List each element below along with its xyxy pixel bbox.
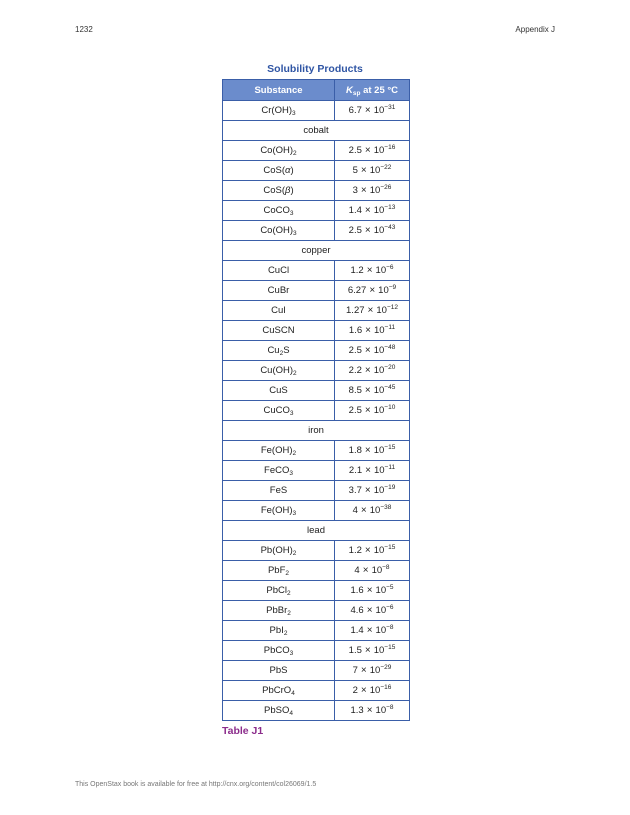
- ksp-base: 10: [378, 285, 389, 296]
- ksp-exponent: −15: [384, 644, 396, 651]
- ksp-mantissa: 5: [352, 165, 358, 176]
- formula-text: CuS: [269, 385, 288, 396]
- ksp-exponent: −6: [386, 264, 394, 271]
- ksp-exponent: −6: [386, 604, 394, 611]
- ksp-cell: [335, 381, 410, 401]
- group-label: iron: [223, 421, 410, 441]
- formula-subscript: 2: [283, 630, 288, 637]
- ksp-base: 10: [373, 405, 385, 416]
- ksp-cell: [335, 361, 410, 381]
- table-row: [223, 221, 410, 241]
- ksp-header-rest: at 25 °C: [360, 84, 399, 96]
- ksp-cell: [335, 261, 410, 281]
- ksp-base: 10: [369, 165, 381, 176]
- formula-text: Co(OH): [260, 225, 294, 236]
- ksp-base: 10: [376, 305, 387, 316]
- table-row: [223, 481, 410, 501]
- times-symbol: ×: [366, 265, 373, 276]
- substance-cell: [223, 321, 335, 341]
- ksp-mantissa: 1.5: [348, 645, 362, 656]
- ksp-mantissa: 4: [354, 565, 360, 576]
- ksp-cell: [335, 501, 410, 521]
- formula-text: CuSCN: [262, 325, 295, 336]
- formula-text: α: [285, 165, 291, 176]
- ksp-exponent: −5: [386, 584, 394, 591]
- times-symbol: ×: [360, 685, 367, 696]
- ksp-base: 10: [373, 145, 385, 156]
- ksp-cell: [335, 581, 410, 601]
- times-symbol: ×: [364, 205, 371, 216]
- substance-cell: [223, 141, 335, 161]
- ksp-mantissa: 1.4: [348, 205, 362, 216]
- ksp-subscript: sp: [352, 89, 361, 97]
- table-title: Solubility Products: [267, 63, 363, 75]
- ksp-mantissa: 2.5: [348, 345, 362, 356]
- ksp-exponent: −8: [382, 564, 390, 571]
- substance-cell: [223, 261, 335, 281]
- ksp-mantissa: 3.7: [348, 485, 362, 496]
- table-row: [223, 601, 410, 621]
- formula-subscript: 2: [279, 350, 284, 357]
- times-symbol: ×: [364, 225, 371, 236]
- ksp-cell: [335, 401, 410, 421]
- formula-subscript: 2: [285, 570, 290, 577]
- times-symbol: ×: [362, 565, 369, 576]
- formula-subscript: 4: [291, 690, 295, 697]
- ksp-mantissa: 1.3: [350, 705, 364, 716]
- formula-text: FeCO: [264, 465, 290, 476]
- times-symbol: ×: [364, 405, 371, 416]
- ksp-mantissa: 7: [352, 665, 358, 676]
- formula-text: PbCrO: [262, 685, 292, 696]
- table-row: [223, 621, 410, 641]
- table-row: [223, 161, 410, 181]
- ksp-mantissa: 2: [352, 685, 358, 696]
- ksp-exponent: −31: [384, 104, 396, 111]
- ksp-mantissa: 1.2: [348, 545, 362, 556]
- ksp-base: 10: [369, 685, 381, 696]
- formula-text: CuI: [271, 305, 286, 316]
- substance-cell: [223, 481, 335, 501]
- ksp-cell: [335, 541, 410, 561]
- table-header-row: [223, 80, 410, 101]
- ksp-base: 10: [373, 385, 385, 396]
- ksp-symbol: K: [345, 84, 353, 96]
- ksp-exponent: −8: [386, 624, 394, 631]
- ksp-base: 10: [373, 445, 385, 456]
- times-symbol: ×: [369, 285, 376, 296]
- formula-subscript: 2: [287, 610, 291, 617]
- formula-text: CoS(: [263, 185, 286, 196]
- times-symbol: ×: [366, 605, 373, 616]
- ksp-column-header: [335, 80, 410, 101]
- ksp-exponent: −22: [380, 164, 392, 171]
- ksp-exponent: −9: [388, 284, 397, 291]
- ksp-mantissa: 1.2: [350, 265, 364, 276]
- ksp-base: 10: [375, 605, 387, 616]
- group-label: lead: [223, 521, 410, 541]
- substance-cell: [223, 101, 335, 121]
- ksp-mantissa: 4: [352, 505, 358, 516]
- ksp-cell: [335, 561, 410, 581]
- ksp-base: 10: [373, 325, 385, 336]
- solubility-table: [222, 79, 410, 721]
- group-row: [223, 521, 410, 541]
- formula-subscript: 3: [289, 470, 293, 477]
- ksp-exponent: −26: [380, 184, 392, 191]
- times-symbol: ×: [364, 105, 371, 116]
- ksp-cell: [335, 661, 410, 681]
- ksp-base: 10: [373, 545, 385, 556]
- ksp-cell: [335, 281, 410, 301]
- ksp-base: 10: [373, 485, 385, 496]
- table-row: [223, 401, 410, 421]
- formula-text: CuCO: [263, 405, 290, 416]
- ksp-mantissa: 1.6: [348, 325, 363, 336]
- ksp-exponent: −15: [384, 544, 396, 551]
- table-row: [223, 541, 410, 561]
- group-row: [223, 421, 410, 441]
- times-symbol: ×: [366, 585, 373, 596]
- group-row: [223, 241, 410, 261]
- times-symbol: ×: [364, 365, 371, 376]
- substance-cell: [223, 641, 335, 661]
- formula-text: Cu: [267, 345, 280, 356]
- ksp-base: 10: [373, 465, 385, 476]
- times-symbol: ×: [364, 645, 371, 656]
- ksp-base: 10: [375, 265, 387, 276]
- substance-cell: [223, 621, 335, 641]
- formula-subscript: 3: [289, 210, 294, 217]
- substance-cell: [223, 281, 335, 301]
- ksp-exponent: −43: [384, 224, 396, 231]
- ksp-mantissa: 2.5: [348, 145, 362, 156]
- table-row: [223, 701, 410, 721]
- formula-text: Fe(OH): [260, 445, 293, 456]
- ksp-cell: [335, 641, 410, 661]
- times-symbol: ×: [366, 625, 373, 636]
- ksp-base: 10: [373, 645, 385, 656]
- group-label: cobalt: [223, 121, 410, 141]
- formula-text: ): [290, 185, 294, 196]
- formula-text: CuCl: [267, 265, 290, 276]
- ksp-exponent: −16: [384, 144, 396, 151]
- ksp-mantissa: 1.6: [350, 585, 364, 596]
- formula-text: Cu(OH): [260, 365, 294, 376]
- ksp-cell: [335, 141, 410, 161]
- table-row: [223, 281, 410, 301]
- ksp-base: 10: [373, 365, 385, 376]
- times-symbol: ×: [360, 165, 367, 176]
- table-row: [223, 641, 410, 661]
- substance-cell: [223, 161, 335, 181]
- table-row: [223, 461, 410, 481]
- substance-cell: [223, 601, 335, 621]
- ksp-base: 10: [373, 105, 385, 116]
- ksp-exponent: −38: [380, 504, 392, 511]
- table-row: [223, 181, 410, 201]
- group-row: [223, 121, 410, 141]
- ksp-exponent: −16: [380, 684, 392, 691]
- formula-text: PbBr: [266, 605, 288, 616]
- formula-text: PbSO: [264, 705, 290, 716]
- ksp-cell: [335, 441, 410, 461]
- substance-cell: [223, 661, 335, 681]
- formula-text: β: [285, 185, 291, 196]
- table-row: [223, 661, 410, 681]
- ksp-cell: [335, 101, 410, 121]
- table-row: [223, 261, 410, 281]
- formula-text: PbF: [267, 565, 286, 576]
- ksp-mantissa: 2.1: [348, 465, 363, 476]
- substance-cell: [223, 561, 335, 581]
- formula-subscript: 2: [293, 370, 297, 377]
- ksp-exponent: −11: [384, 324, 396, 331]
- group-label: copper: [223, 241, 410, 261]
- formula-subscript: 3: [292, 510, 297, 517]
- times-symbol: ×: [364, 485, 371, 496]
- ksp-base: 10: [375, 705, 387, 716]
- ksp-base: 10: [375, 585, 387, 596]
- ksp-mantissa: 4.6: [350, 605, 364, 616]
- ksp-mantissa: 2.2: [348, 365, 362, 376]
- times-symbol: ×: [364, 445, 371, 456]
- times-symbol: ×: [360, 665, 367, 676]
- ksp-exponent: −48: [384, 344, 396, 351]
- substance-cell: [223, 441, 335, 461]
- ksp-base: 10: [373, 345, 385, 356]
- table-row: [223, 301, 410, 321]
- page-number: 1232: [75, 25, 93, 34]
- formula-text: ): [290, 165, 294, 176]
- ksp-mantissa: 2.5: [348, 405, 362, 416]
- formula-text: FeS: [269, 485, 288, 496]
- ksp-mantissa: 6.27: [347, 285, 367, 296]
- formula-subscript: 3: [289, 650, 294, 657]
- ksp-base: 10: [375, 625, 387, 636]
- ksp-cell: [335, 201, 410, 221]
- formula-subscript: 4: [289, 710, 293, 717]
- table-body: [223, 101, 410, 721]
- table-row: [223, 441, 410, 461]
- page-footer: This OpenStax book is available for free at http://cnx.org/content/col26069/1.5: [75, 781, 317, 788]
- times-symbol: ×: [365, 465, 371, 476]
- ksp-cell: [335, 181, 410, 201]
- ksp-exponent: −45: [384, 384, 396, 391]
- ksp-cell: [335, 461, 410, 481]
- ksp-cell: [335, 621, 410, 641]
- ksp-exponent: −11: [384, 464, 396, 471]
- ksp-exponent: −15: [384, 444, 396, 451]
- table-row: [223, 101, 410, 121]
- substance-cell: [223, 581, 335, 601]
- substance-cell: [223, 221, 335, 241]
- table-row: [223, 381, 410, 401]
- ksp-base: 10: [371, 565, 383, 576]
- ksp-exponent: −12: [386, 304, 398, 311]
- ksp-cell: [335, 161, 410, 181]
- formula-text: Cr(OH): [261, 105, 292, 116]
- substance-cell: [223, 201, 335, 221]
- substance-cell: [223, 361, 335, 381]
- ksp-base: 10: [369, 665, 381, 676]
- ksp-cell: [335, 321, 410, 341]
- table-row: [223, 141, 410, 161]
- formula-text: CoS(: [263, 165, 286, 176]
- substance-cell: [223, 701, 335, 721]
- formula-text: Fe(OH): [260, 505, 293, 516]
- substance-cell: [223, 181, 335, 201]
- formula-text: S: [283, 345, 290, 356]
- ksp-mantissa: 2.5: [348, 225, 362, 236]
- substance-cell: [223, 681, 335, 701]
- formula-subscript: 2: [292, 550, 297, 557]
- formula-subscript: 3: [289, 410, 294, 417]
- ksp-base: 10: [369, 505, 381, 516]
- ksp-mantissa: 1.27: [346, 305, 365, 316]
- formula-text: Co(OH): [260, 145, 294, 156]
- times-symbol: ×: [367, 305, 374, 316]
- formula-subscript: 2: [292, 450, 297, 457]
- times-symbol: ×: [364, 545, 371, 556]
- ksp-cell: [335, 341, 410, 361]
- table-row: [223, 561, 410, 581]
- ksp-cell: [335, 681, 410, 701]
- formula-subscript: 2: [286, 590, 291, 597]
- table-row: [223, 681, 410, 701]
- running-head: Appendix J: [515, 25, 555, 34]
- formula-text: CoCO: [263, 205, 290, 216]
- ksp-cell: [335, 701, 410, 721]
- times-symbol: ×: [360, 185, 367, 196]
- ksp-base: 10: [369, 185, 381, 196]
- ksp-exponent: −29: [380, 664, 392, 671]
- substance-cell: [223, 501, 335, 521]
- ksp-mantissa: 8.5: [348, 385, 362, 396]
- formula-text: PbCl: [266, 585, 287, 596]
- formula-subscript: 3: [293, 230, 297, 237]
- ksp-mantissa: 6.7: [348, 105, 362, 116]
- table-row: [223, 361, 410, 381]
- times-symbol: ×: [365, 325, 371, 336]
- substance-cell: [223, 541, 335, 561]
- table-caption: Table J1: [222, 725, 264, 737]
- times-symbol: ×: [360, 505, 367, 516]
- table-row: [223, 321, 410, 341]
- ksp-mantissa: 1.4: [350, 625, 364, 636]
- substance-cell: [223, 401, 335, 421]
- substance-cell: [223, 341, 335, 361]
- table-row: [223, 201, 410, 221]
- times-symbol: ×: [364, 145, 371, 156]
- formula-subscript: 2: [293, 150, 297, 157]
- ksp-exponent: −8: [386, 704, 394, 711]
- ksp-exponent: −19: [384, 484, 396, 491]
- substance-cell: [223, 381, 335, 401]
- ksp-base: 10: [373, 225, 385, 236]
- ksp-cell: [335, 221, 410, 241]
- formula-text: CuBr: [267, 285, 290, 296]
- formula-text: PbCO: [263, 645, 290, 656]
- times-symbol: ×: [366, 705, 373, 716]
- table-row: [223, 501, 410, 521]
- ksp-exponent: −20: [384, 364, 396, 371]
- ksp-cell: [335, 301, 410, 321]
- ksp-base: 10: [373, 205, 385, 216]
- ksp-cell: [335, 481, 410, 501]
- ksp-exponent: −10: [384, 404, 396, 411]
- table-row: [223, 341, 410, 361]
- ksp-exponent: −13: [384, 204, 396, 211]
- ksp-cell: [335, 601, 410, 621]
- substance-cell: [223, 461, 335, 481]
- times-symbol: ×: [364, 345, 371, 356]
- ksp-mantissa: 1.8: [348, 445, 362, 456]
- formula-subscript: 3: [291, 110, 296, 117]
- table-row: [223, 581, 410, 601]
- substance-cell: [223, 301, 335, 321]
- substance-column-header: Substance: [223, 80, 335, 101]
- formula-text: Pb(OH): [260, 545, 293, 556]
- formula-text: PbI: [269, 625, 284, 636]
- ksp-mantissa: 3: [352, 185, 358, 196]
- times-symbol: ×: [364, 385, 371, 396]
- formula-text: PbS: [269, 665, 288, 676]
